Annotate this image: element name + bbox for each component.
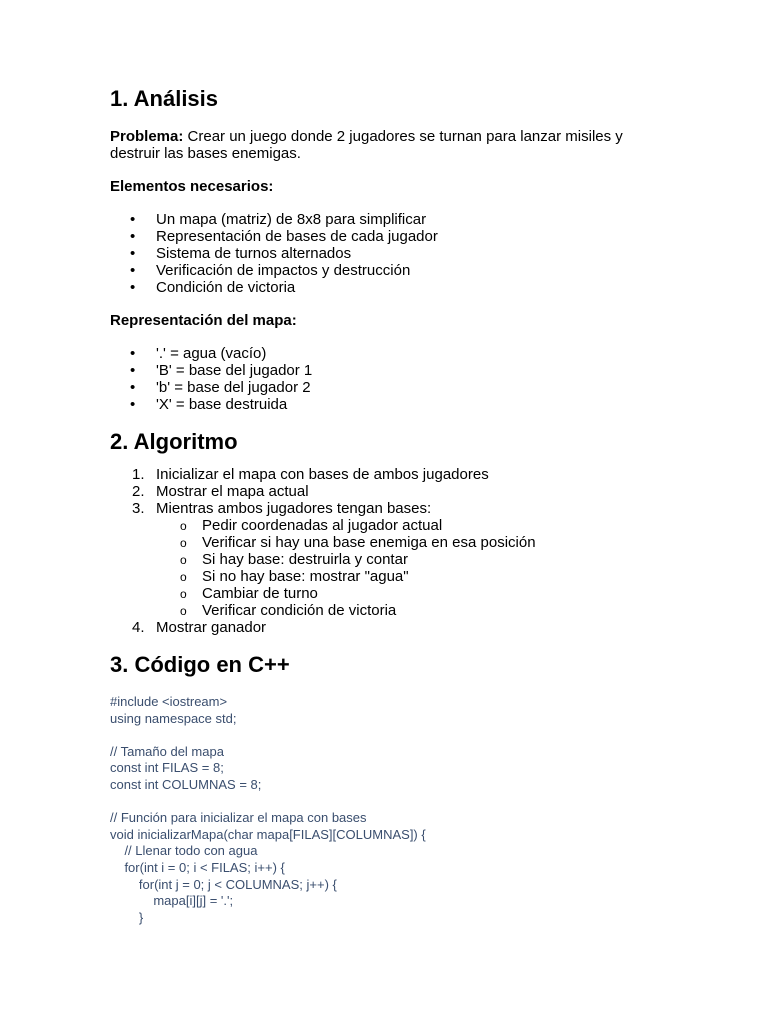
elements-list bbox=[110, 211, 670, 296]
code-block bbox=[110, 694, 670, 926]
list-item: • 'b' = base del jugador 2 bbox=[130, 379, 311, 396]
code-line: const int FILAS = 8; bbox=[110, 760, 224, 776]
problem-text: Crear un juego donde 2 jugadores se turnan para lanzar misiles y destruir las bases enemigas. bbox=[110, 128, 623, 162]
problem-label: Problema: bbox=[110, 128, 184, 145]
section-heading-code: 3. Código en C++ bbox=[110, 652, 290, 677]
list-item: • Un mapa (matriz) de 8x8 para simplificar bbox=[130, 211, 427, 228]
list-item: 1. Inicializar el mapa con bases de ambos jugadores bbox=[132, 466, 489, 483]
section-heading-algorithm: 2. Algoritmo bbox=[110, 429, 238, 454]
code-line bbox=[110, 794, 670, 811]
code-line: // Tamaño del mapa bbox=[110, 743, 224, 759]
list-item: o Verificar si hay una base enemiga en esa posición bbox=[180, 534, 536, 551]
algorithm-steps bbox=[110, 466, 670, 517]
list-item: • '.' = agua (vacío) bbox=[130, 345, 267, 362]
code-line: // Función para inicializar el mapa con bases bbox=[110, 810, 367, 826]
elements-heading: Elementos necesarios: bbox=[110, 178, 274, 195]
code-line: mapa[i][j] = '.'; bbox=[110, 893, 234, 909]
list-item: 2. Mostrar el mapa actual bbox=[132, 483, 309, 500]
list-item: • Condición de victoria bbox=[130, 279, 296, 296]
code-line: for(int i = 0; i < FILAS; i++) { bbox=[110, 859, 285, 875]
list-item: • Representación de bases de cada jugador bbox=[130, 228, 438, 245]
list-item: 4. Mostrar ganador bbox=[132, 619, 267, 636]
code-line: const int COLUMNAS = 8; bbox=[110, 776, 262, 792]
code-line: void inicializarMapa(char mapa[FILAS][COLUMNAS]) { bbox=[110, 826, 426, 842]
map-legend-list bbox=[110, 345, 670, 413]
list-item: 3. Mientras ambos jugadores tengan bases: bbox=[132, 500, 432, 517]
list-item: o Verificar condición de victoria bbox=[180, 602, 397, 619]
section-heading-analysis: 1. Análisis bbox=[110, 86, 219, 111]
problem-paragraph bbox=[110, 128, 670, 162]
code-line bbox=[110, 727, 670, 744]
code-line: for(int j = 0; j < COLUMNAS; j++) { bbox=[110, 876, 337, 892]
list-item: • Sistema de turnos alternados bbox=[130, 245, 352, 262]
code-line: } bbox=[110, 909, 144, 925]
algorithm-steps-end bbox=[110, 619, 670, 636]
list-item: o Cambiar de turno bbox=[180, 585, 318, 602]
list-item: • 'X' = base destruida bbox=[130, 396, 288, 413]
algorithm-substeps bbox=[110, 517, 670, 619]
map-heading: Representación del mapa: bbox=[110, 312, 297, 329]
code-line: using namespace std; bbox=[110, 710, 237, 726]
code-line: // Llenar todo con agua bbox=[110, 843, 258, 859]
list-item: • Verificación de impactos y destrucción bbox=[130, 262, 411, 279]
list-item: o Si no hay base: mostrar "agua" bbox=[180, 568, 409, 585]
code-line: #include <iostream> bbox=[110, 694, 228, 709]
list-item: o Si hay base: destruirla y contar bbox=[180, 551, 408, 568]
list-item: o Pedir coordenadas al jugador actual bbox=[180, 517, 443, 534]
list-item: • 'B' = base del jugador 1 bbox=[130, 362, 313, 379]
document-content bbox=[110, 84, 670, 926]
